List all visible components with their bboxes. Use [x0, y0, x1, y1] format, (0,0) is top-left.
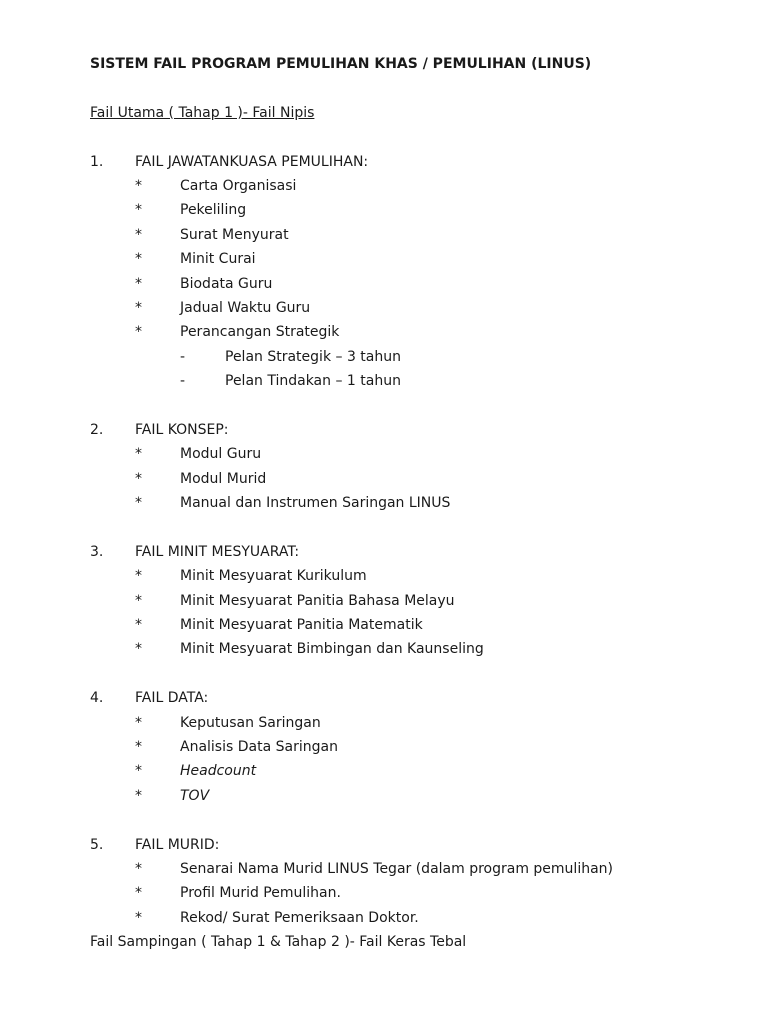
- section-title: FAIL JAWATANKUASA PEMULIHAN:: [135, 153, 369, 170]
- asterisk-bullet: *: [135, 616, 142, 633]
- section-heading: [90, 686, 730, 710]
- document-title: SISTEM FAIL PROGRAM PEMULIHAN KHAS / PEMULIHAN (LINUS): [90, 56, 592, 72]
- section-title: FAIL MINIT MESYUARAT:: [135, 543, 300, 560]
- section-number: 3.: [90, 543, 104, 560]
- section-number: 1.: [90, 153, 104, 170]
- section-title: FAIL DATA:: [135, 690, 209, 707]
- asterisk-bullet: *: [135, 641, 142, 658]
- document-page: [90, 52, 730, 954]
- list-item-text: Analisis Data Saringan: [180, 738, 338, 755]
- list-item: [90, 174, 730, 198]
- spacer: [90, 515, 730, 539]
- list-item-text: Surat Menyurat: [180, 226, 289, 243]
- list-item-text: Senarai Nama Murid LINUS Tegar (dalam program pemulihan): [180, 860, 613, 877]
- section-heading: [90, 150, 730, 174]
- footer-line: Fail Sampingan ( Tahap 1 & Tahap 2 )- Fail Keras Tebal: [90, 934, 467, 951]
- asterisk-bullet: *: [135, 251, 142, 268]
- asterisk-bullet: *: [135, 592, 142, 609]
- sub-list-item: [90, 369, 730, 393]
- asterisk-bullet: *: [135, 860, 142, 877]
- section-title: FAIL MURID:: [135, 836, 220, 853]
- list-item: [90, 637, 730, 661]
- asterisk-bullet: *: [135, 177, 142, 194]
- list-item: [90, 759, 730, 783]
- document-subtitle: Fail Utama ( Tahap 1 )- Fail Nipis: [90, 104, 315, 121]
- list-item-text: Keputusan Saringan: [180, 714, 321, 731]
- asterisk-bullet: *: [135, 885, 142, 902]
- spacer: [90, 393, 730, 417]
- asterisk-bullet: *: [135, 787, 142, 804]
- asterisk-bullet: *: [135, 226, 142, 243]
- section-4: [90, 686, 730, 808]
- list-item-text: Biodata Guru: [180, 275, 273, 292]
- asterisk-bullet: *: [135, 324, 142, 341]
- list-item-text: Carta Organisasi: [180, 177, 297, 194]
- sub-list-item: [90, 345, 730, 369]
- sub-list-item-text: Pelan Strategik – 3 tahun: [225, 348, 401, 365]
- list-item-text: Minit Curai: [180, 251, 256, 268]
- list-item-text: Perancangan Strategik: [180, 324, 340, 341]
- asterisk-bullet: *: [135, 763, 142, 780]
- list-item: [90, 198, 730, 222]
- list-item-text: Minit Mesyuarat Bimbingan dan Kaunseling: [180, 641, 484, 658]
- section-number: 4.: [90, 690, 104, 707]
- list-item-text: TOV: [180, 787, 210, 804]
- asterisk-bullet: *: [135, 446, 142, 463]
- asterisk-bullet: *: [135, 202, 142, 219]
- list-item-text: Modul Guru: [180, 446, 262, 463]
- list-item: [90, 272, 730, 296]
- list-item: [90, 735, 730, 759]
- list-item-text: Headcount: [180, 763, 257, 780]
- list-item-text: Manual dan Instrumen Saringan LINUS: [180, 495, 451, 512]
- list-item: [90, 296, 730, 320]
- section-title: FAIL KONSEP:: [135, 421, 229, 438]
- asterisk-bullet: *: [135, 470, 142, 487]
- section-number: 5.: [90, 836, 104, 853]
- dash-bullet: -: [180, 348, 186, 365]
- list-item: [90, 223, 730, 247]
- spacer: [90, 76, 730, 100]
- asterisk-bullet: *: [135, 738, 142, 755]
- list-item: [90, 613, 730, 637]
- asterisk-bullet: *: [135, 275, 142, 292]
- list-item: [90, 467, 730, 491]
- spacer: [90, 125, 730, 149]
- dash-bullet: -: [180, 373, 186, 390]
- list-item: [90, 711, 730, 735]
- section-heading: [90, 540, 730, 564]
- list-item-text: Jadual Waktu Guru: [180, 299, 311, 316]
- list-item-text: Minit Mesyuarat Panitia Matematik: [180, 616, 423, 633]
- asterisk-bullet: *: [135, 495, 142, 512]
- list-item: [90, 491, 730, 515]
- asterisk-bullet: *: [135, 299, 142, 316]
- list-item: [90, 442, 730, 466]
- sub-list-item-text: Pelan Tindakan – 1 tahun: [225, 373, 401, 390]
- section-2: [90, 418, 730, 516]
- asterisk-bullet: *: [135, 714, 142, 731]
- list-item-text: Minit Mesyuarat Panitia Bahasa Melayu: [180, 592, 455, 609]
- spacer: [90, 662, 730, 686]
- section-3: [90, 540, 730, 662]
- section-number: 2.: [90, 421, 104, 438]
- list-item-text: Modul Murid: [180, 470, 267, 487]
- list-item: [90, 589, 730, 613]
- asterisk-bullet: *: [135, 568, 142, 585]
- list-item: [90, 247, 730, 271]
- spacer: [90, 808, 730, 832]
- list-item: [90, 881, 730, 905]
- list-item: [90, 320, 730, 344]
- list-item-text: Rekod/ Surat Pemeriksaan Doktor.: [180, 909, 419, 926]
- list-item-text: Profil Murid Pemulihan.: [180, 885, 341, 902]
- list-item: [90, 906, 730, 930]
- list-item: [90, 784, 730, 808]
- list-item-text: Pekeliling: [180, 202, 247, 219]
- list-item: [90, 564, 730, 588]
- list-item-text: Minit Mesyuarat Kurikulum: [180, 568, 367, 585]
- asterisk-bullet: *: [135, 909, 142, 926]
- section-5: [90, 833, 730, 931]
- list-item: [90, 857, 730, 881]
- section-heading: [90, 418, 730, 442]
- section-1: [90, 150, 730, 394]
- section-heading: [90, 833, 730, 857]
